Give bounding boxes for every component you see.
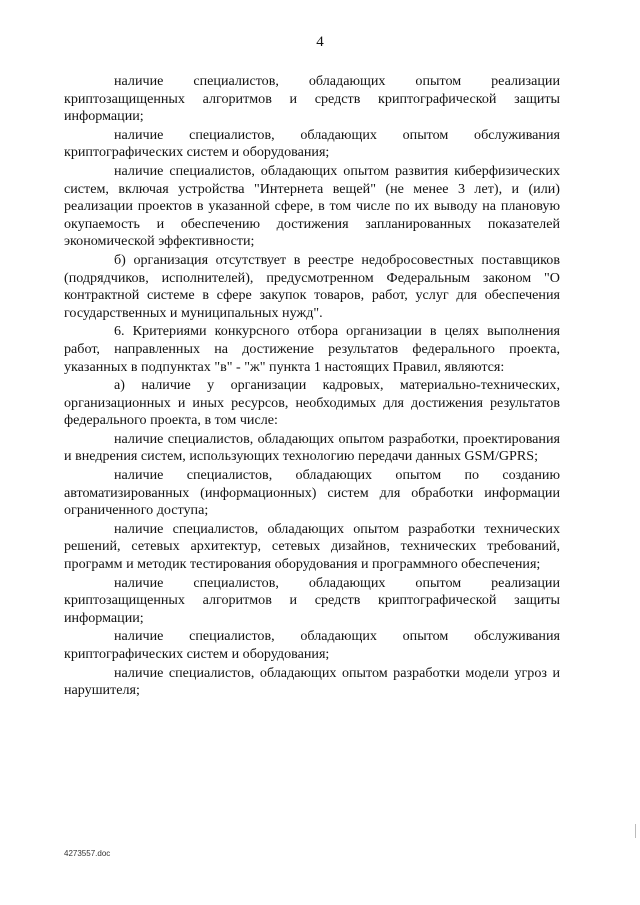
paragraph-item-6-criteria: 6. Критериями конкурсного отбора организации в целях выполнения работ, направленных на достижение результатов федерального проекта, указанных в подпунктах "в" - "ж" пункта 1 настоящих Правил, являются: xyxy=(64,323,560,375)
document-body xyxy=(64,73,560,701)
page-number: 4 xyxy=(316,34,324,50)
paragraph-unreliable-suppliers-registry: б) организация отсутствует в реестре недобросовестных поставщиков (подрядчиков, исполнителей), предусмотренном Федеральным законом "О контрактной системе в сфере закупок товаров, работ, услуг для обеспечения государственных и муниципальных нужд". xyxy=(64,251,560,321)
paragraph-restricted-info-systems: наличие специалистов, обладающих опытом по созданию автоматизированных (информационных) систем для обработки информации ограниченного доступа; xyxy=(64,467,560,519)
paragraph-crypto-algorithms-specialists-2: наличие специалистов, обладающих опытом реализации криптозащищенных алгоритмов и средств криптографической защиты информации; xyxy=(64,574,560,626)
paragraph-crypto-systems-maintenance: наличие специалистов, обладающих опытом обслуживания криптографических систем и оборудования; xyxy=(64,126,560,161)
paragraph-crypto-algorithms-specialists: наличие специалистов, обладающих опытом реализации криптозащищенных алгоритмов и средств криптографической защиты информации; xyxy=(64,73,560,125)
paragraph-crypto-systems-maintenance-2: наличие специалистов, обладающих опытом обслуживания криптографических систем и оборудования; xyxy=(64,628,560,662)
paragraph-item-a-resources: а) наличие у организации кадровых, материально-технических, организационных и иных ресурсов, необходимых для достижения результатов федерального проекта, в том числе: xyxy=(64,377,560,429)
paragraph-gsm-gprs-specialists: наличие специалистов, обладающих опытом разработки, проектирования и внедрения систем, использующих технологию передачи данных GSM/GPRS; xyxy=(64,430,560,465)
document-filename-footer: 4273557.doc xyxy=(64,849,111,858)
paragraph-technical-solutions-specialists: наличие специалистов, обладающих опытом разработки технических решений, сетевых архитектур, сетевых дизайнов, технических требований, программ и методик тестирования оборудования и программного обеспечения; xyxy=(64,520,560,573)
scan-artifact-mark xyxy=(635,824,636,838)
paragraph-cyberphysical-systems: наличие специалистов, обладающих опытом развития киберфизических систем, включая устройства "Интернета вещей" (не менее 3 лет), и (или) реализации проектов в указанной сфере, в том числе по их выводу на плановую окупаемость и обеспечению достижения запланированных показателей экономической эффективности; xyxy=(64,162,560,250)
paragraph-threat-model-specialists: наличие специалистов, обладающих опытом разработки модели угроз и нарушителя; xyxy=(64,664,560,699)
